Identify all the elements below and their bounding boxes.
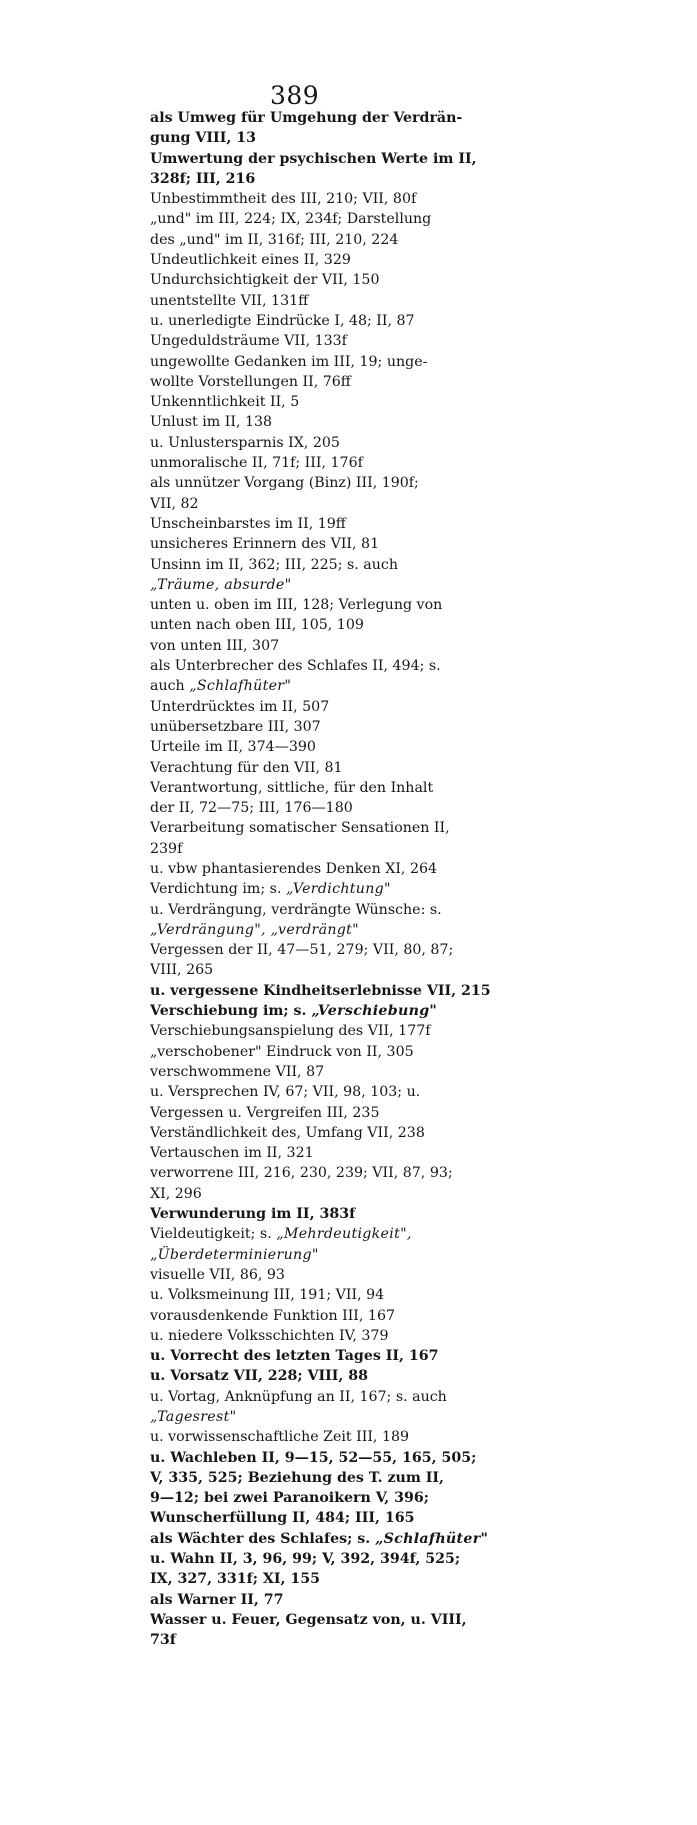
index-entry-line: visuelle VII, 86, 93 bbox=[150, 1266, 285, 1283]
index-entry bbox=[150, 981, 560, 1001]
index-entry bbox=[150, 1366, 560, 1386]
index-entry-line: Verwunderung im II, 383f bbox=[150, 1206, 356, 1223]
index-entry-line: u. Volksmeinung III, 191; VII, 94 bbox=[150, 1287, 385, 1304]
index-entry-line: vorausdenkende Funktion III, 167 bbox=[150, 1307, 396, 1324]
index-entry bbox=[150, 555, 560, 596]
index-entry-line bbox=[150, 1224, 560, 1244]
index-entry-line: u. niedere Volksschichten IV, 379 bbox=[150, 1327, 389, 1344]
index-entry-text: als Wächter des Schlafes; s. bbox=[150, 1530, 376, 1547]
index-entry-line: 9—12; bei zwei Paranoikern V, 396; bbox=[150, 1490, 430, 1507]
index-entry-line: als Warner II, 77 bbox=[150, 1591, 284, 1608]
index-entry-line: als unnützer Vorgang (Binz) III, 190f; bbox=[150, 475, 419, 492]
index-entry-line bbox=[150, 1001, 560, 1021]
index-entry-line: Vertauschen im II, 321 bbox=[150, 1145, 314, 1162]
index-entry bbox=[150, 108, 560, 149]
index-entry bbox=[150, 1529, 560, 1549]
index-entry bbox=[150, 1306, 560, 1326]
index-entry-line: verworrene III, 216, 230, 239; VII, 87, 93; bbox=[150, 1165, 453, 1182]
index-entry-line: Wasser u. Feuer, Gegensatz von, u. VIII, bbox=[150, 1611, 467, 1628]
index-entry bbox=[150, 1549, 560, 1590]
index-entry bbox=[150, 1265, 560, 1285]
index-cross-reference: „Schlafhüter" bbox=[189, 678, 292, 695]
index-entry-line: unsicheres Erinnern des VII, 81 bbox=[150, 536, 380, 553]
index-cross-reference: „Mehrdeutigkeit", bbox=[276, 1226, 412, 1243]
index-entry bbox=[150, 1610, 560, 1651]
index-cross-reference: „Überdeterminierung" bbox=[150, 1246, 319, 1263]
index-entry-text: Vieldeutigkeit; s. bbox=[150, 1226, 277, 1243]
index-cross-reference: „Schlafhüter" bbox=[375, 1530, 489, 1547]
index-entry bbox=[150, 331, 560, 351]
index-entry-line: Unbestimmtheit des III, 210; VII, 80f bbox=[150, 191, 417, 208]
index-entry bbox=[150, 1042, 560, 1062]
index-entry bbox=[150, 473, 560, 514]
index-entry bbox=[150, 1224, 560, 1265]
index-entry-line: u. vorwissenschaftliche Zeit III, 189 bbox=[150, 1429, 410, 1446]
index-entry-line: u. unerledigte Eindrücke I, 48; II, 87 bbox=[150, 312, 415, 329]
index-entry bbox=[150, 250, 560, 270]
index-entry-line: ungewollte Gedanken im III, 19; unge- bbox=[150, 353, 428, 370]
index-cross-reference: „Verdichtung" bbox=[285, 881, 391, 898]
index-entry-line: Unlust im II, 138 bbox=[150, 414, 273, 431]
index-entry bbox=[150, 778, 560, 819]
index-entry bbox=[150, 1448, 560, 1529]
index-entry-line: u. Wahn II, 3, 96, 99; V, 392, 394f, 525; bbox=[150, 1551, 461, 1568]
index-entry-line: VIII, 265 bbox=[150, 962, 214, 979]
index-entry bbox=[150, 1082, 560, 1123]
index-entry-line: unten u. oben im III, 128; Verlegung von bbox=[150, 597, 443, 614]
index-entry-line: u. Vortag, Anknüpfung an II, 167; s. auch bbox=[150, 1388, 447, 1405]
index-entry-line: 73f bbox=[150, 1632, 176, 1649]
index-entry bbox=[150, 412, 560, 432]
index-entry bbox=[150, 697, 560, 717]
index-entry-line: u. Versprechen IV, 67; VII, 98, 103; u. bbox=[150, 1084, 421, 1101]
index-entry bbox=[150, 1285, 560, 1305]
index-entry bbox=[150, 534, 560, 554]
index-entry-line: u. Verdrängung, verdrängte Wünsche: s. bbox=[150, 901, 442, 918]
index-entry bbox=[150, 149, 560, 190]
index-entry bbox=[150, 758, 560, 778]
index-entry-line: Umwertung der psychischen Werte im II, bbox=[150, 150, 477, 167]
index-entry bbox=[150, 1427, 560, 1447]
index-entry-line: unübersetzbare III, 307 bbox=[150, 718, 321, 735]
index-entry bbox=[150, 1326, 560, 1346]
index-entry bbox=[150, 311, 560, 331]
index-entry-line: Ungeduldsträume VII, 133f bbox=[150, 333, 347, 350]
index-entry-line: Undeutlichkeit eines II, 329 bbox=[150, 252, 351, 269]
index-entry bbox=[150, 514, 560, 534]
index-entry-line: wollte Vorstellungen II, 76ff bbox=[150, 373, 351, 390]
index-entry bbox=[150, 291, 560, 311]
index-entry bbox=[150, 595, 560, 636]
index-entry bbox=[150, 392, 560, 412]
index-entry-line: „und" im III, 224; IX, 234f; Darstellung bbox=[150, 211, 432, 228]
index-entry-line: u. Vorsatz VII, 228; VIII, 88 bbox=[150, 1368, 369, 1385]
index-entry bbox=[150, 453, 560, 473]
index-entry-line: V, 335, 525; Beziehung des T. zum II, bbox=[150, 1469, 444, 1486]
index-entry-line: VII, 82 bbox=[150, 495, 199, 512]
index-entry bbox=[150, 656, 560, 697]
index-entry bbox=[150, 1163, 560, 1204]
index-cross-reference: „Verdrängung", „verdrängt" bbox=[150, 921, 359, 938]
index-entry bbox=[150, 940, 560, 981]
index-entry-line: verschwommene VII, 87 bbox=[150, 1063, 325, 1080]
index-entry bbox=[150, 433, 560, 453]
index-entry bbox=[150, 859, 560, 879]
index-entry bbox=[150, 1143, 560, 1163]
index-entry-line: Undurchsichtigkeit der VII, 150 bbox=[150, 272, 380, 289]
index-entry-line: Vergessen der II, 47—51, 279; VII, 80, 87; bbox=[150, 942, 454, 959]
index-entry-line bbox=[150, 879, 560, 899]
index-entry-line bbox=[150, 1529, 560, 1549]
index-entry-line: Verantwortung, sittliche, für den Inhalt bbox=[150, 779, 434, 796]
index-entry-line: Verachtung für den VII, 81 bbox=[150, 759, 343, 776]
index-entry bbox=[150, 209, 560, 250]
index-entry-line: Unterdrücktes im II, 507 bbox=[150, 698, 330, 715]
index-entry-line: gung VIII, 13 bbox=[150, 130, 256, 147]
index-cross-reference: „Tagesrest" bbox=[150, 1409, 237, 1425]
index-entry-text: auch bbox=[150, 678, 190, 695]
index-entry bbox=[150, 636, 560, 656]
page-number: 389 bbox=[270, 81, 320, 110]
index-entry-line: 239f bbox=[150, 840, 183, 857]
index-entry bbox=[150, 818, 560, 859]
index-entry-text: Verdichtung im; s. bbox=[150, 881, 286, 898]
index-entry bbox=[150, 717, 560, 737]
index-entry-line bbox=[150, 676, 560, 696]
index-entry bbox=[150, 1204, 560, 1224]
index-entry bbox=[150, 1590, 560, 1610]
index-cross-reference: „Verschiebung" bbox=[311, 1003, 438, 1020]
index-entry-line: u. Vorrecht des letzten Tages II, 167 bbox=[150, 1348, 439, 1365]
index-entry bbox=[150, 1062, 560, 1082]
index-entry-line: „verschobener" Eindruck von II, 305 bbox=[150, 1043, 414, 1060]
index-entry-line: u. Unlustersparnis IX, 205 bbox=[150, 434, 340, 451]
index-entry-text: Verschiebung im; s. bbox=[150, 1003, 312, 1020]
index-entry-line: XI, 296 bbox=[150, 1185, 202, 1202]
index-entry-line: des „und" im II, 316f; III, 210, 224 bbox=[150, 231, 399, 248]
index-entry-line: als Unterbrecher des Schlafes II, 494; s. bbox=[150, 658, 441, 675]
index-entry-line: Verständlichkeit des, Umfang VII, 238 bbox=[150, 1124, 425, 1141]
index-entry-line: 328f; III, 216 bbox=[150, 170, 256, 187]
index-entry bbox=[150, 900, 560, 941]
index-entry-line: Vergessen u. Vergreifen III, 235 bbox=[150, 1104, 380, 1121]
index-entry bbox=[150, 1387, 560, 1428]
index-list bbox=[150, 108, 560, 1651]
index-entry-line: Wunscherfüllung II, 484; III, 165 bbox=[150, 1510, 415, 1527]
index-entry bbox=[150, 1346, 560, 1366]
index-entry bbox=[150, 1021, 560, 1041]
index-entry-line: Verarbeitung somatischer Sensationen II, bbox=[150, 820, 450, 837]
index-entry bbox=[150, 737, 560, 757]
index-entry-line: u. Wachleben II, 9—15, 52—55, 165, 505; bbox=[150, 1449, 477, 1466]
index-entry-line: IX, 327, 331f; XI, 155 bbox=[150, 1571, 321, 1588]
index-entry-line: u. vergessene Kindheitserlebnisse VII, 215 bbox=[150, 982, 491, 999]
index-entry-line: der II, 72—75; III, 176—180 bbox=[150, 800, 353, 817]
index-entry bbox=[150, 352, 560, 393]
index-entry-line: unentstellte VII, 131ff bbox=[150, 292, 309, 309]
index-entry-line: Unkenntlichkeit II, 5 bbox=[150, 394, 300, 411]
index-entry-line: Unscheinbarstes im II, 19ff bbox=[150, 515, 346, 532]
index-entry-line: Urteile im II, 374—390 bbox=[150, 739, 316, 756]
index-entry-line: Verschiebungsanspielung des VII, 177f bbox=[150, 1023, 431, 1040]
index-cross-reference: „Träume, absurde" bbox=[150, 576, 292, 593]
index-entry-line: unten nach oben III, 105, 109 bbox=[150, 617, 364, 634]
index-entry bbox=[150, 1001, 560, 1021]
index-entry-line: unmoralische II, 71f; III, 176f bbox=[150, 455, 363, 472]
index-entry bbox=[150, 1123, 560, 1143]
index-entry-line: Unsinn im II, 362; III, 225; s. auch bbox=[150, 556, 398, 573]
index-entry bbox=[150, 270, 560, 290]
index-entry-line: als Umweg für Umgehung der Verdrän- bbox=[150, 110, 463, 126]
index-entry bbox=[150, 879, 560, 899]
index-entry bbox=[150, 189, 560, 209]
index-entry-line: von unten III, 307 bbox=[150, 637, 280, 654]
index-entry-line: u. vbw phantasierendes Denken XI, 264 bbox=[150, 860, 438, 877]
